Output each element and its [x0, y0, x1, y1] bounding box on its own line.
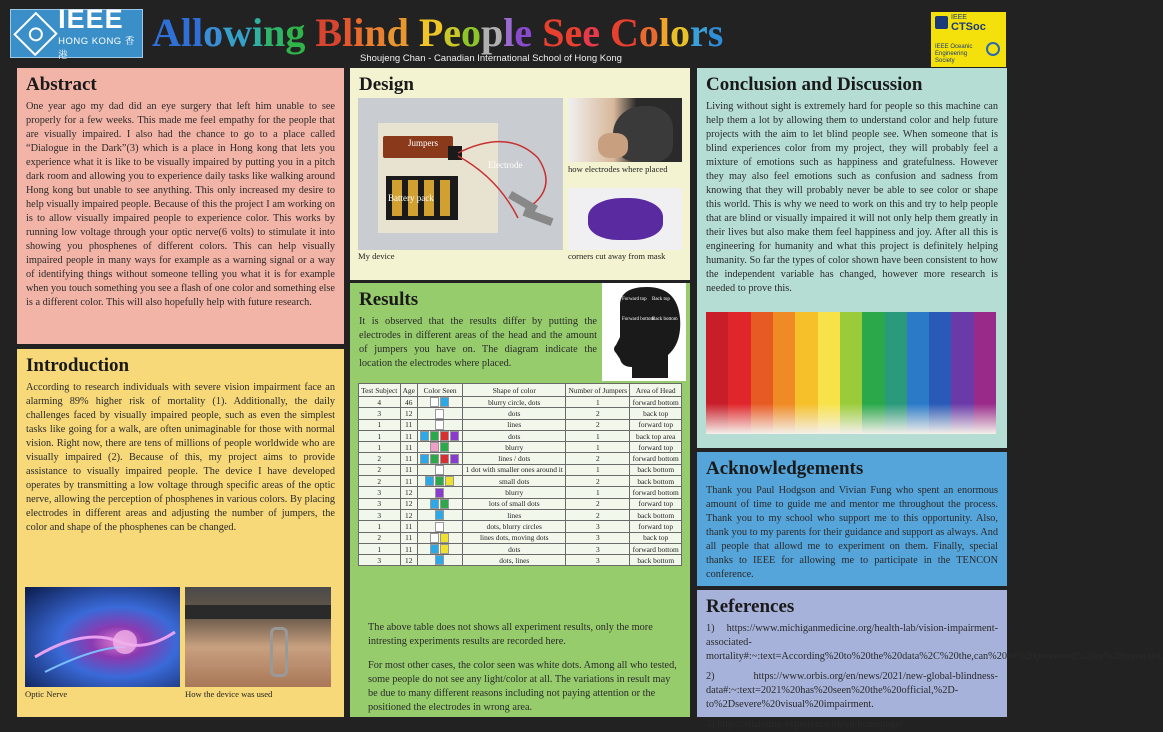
table-row [359, 464, 682, 475]
electrode-label: Electrode [488, 160, 523, 170]
column-header: Area of Head [630, 384, 682, 397]
color-swatch [435, 510, 444, 520]
results-note-2: For most other cases, the color seen was white dots. Among all who tested, some people do not see any light/color at all. The variations in result may be due to many different reasons including not paying attention or the positioned the electrodes in wrong area. [368, 660, 677, 713]
table-cell: 12 [400, 487, 417, 498]
table-cell: 12 [400, 555, 417, 566]
table-cell: forward bottom [630, 487, 682, 498]
table-cell: back top [630, 532, 682, 543]
paint-stripe [885, 312, 907, 434]
title-letter [532, 10, 542, 55]
title-letter: n [263, 10, 286, 55]
electrode-placement-caption: how electrodes where placed [568, 164, 668, 174]
title-letter: C [609, 10, 639, 55]
table-cell: 3 [359, 509, 401, 520]
reference-item[interactable]: 3) https://dialogue-experience.hk/en/homepage/ [706, 719, 903, 730]
table-cell: 12 [400, 509, 417, 520]
table-cell: 2 [359, 476, 401, 487]
title-letter [409, 10, 419, 55]
device-usage-caption: How the device was used [185, 689, 273, 699]
wires-graphic [358, 98, 563, 250]
table-cell: 1 [359, 419, 401, 430]
mask-caption: corners cut away from mask [568, 251, 666, 261]
device-photo [358, 98, 563, 250]
conclusion-body: Living without sight is extremely hard for people so this machine can help them a lot by allowing them to understand color and help future projects with the aim to let blind people see. When someone that is blind experiences color from my project, they will probably feel a mixture of emotions such as happiness and gratefulness. However they may also feel emotions such as confusion and sadness from knowing that they will probably never be able to see color or shape this world. This is why we need to work on this and try to help people that are blind or visually impaired it will not only help them greatly in their lives but also make them feel happiness and joy. After all this is engineering for humanity and what this project is definitely helping humanity. So far the types of color shown have been consistent to how the independent variable has changed, however more research is needed to prove this. [706, 101, 998, 294]
paint-stripe [706, 312, 728, 434]
table-cell: 3 [566, 521, 630, 532]
head-label-forward-bottom: Forward bottom [622, 317, 655, 322]
paint-stripe [907, 312, 929, 434]
color-seen-cell [417, 419, 462, 430]
table-cell: 4 [359, 397, 401, 408]
paint-stripe [795, 312, 817, 434]
ctsoc-logo [931, 12, 1006, 67]
color-seen-cell [417, 487, 462, 498]
table-cell: 12 [400, 498, 417, 509]
paint-stripe [929, 312, 951, 434]
device-usage-photo [185, 587, 331, 687]
color-swatch [430, 454, 439, 464]
table-row [359, 532, 682, 543]
color-swatch [430, 397, 439, 407]
table-row [359, 453, 682, 464]
color-seen-cell [417, 476, 462, 487]
color-swatch [430, 533, 439, 543]
color-seen-cell [417, 430, 462, 441]
paint-stripe [751, 312, 773, 434]
table-cell: 1 [359, 430, 401, 441]
table-cell: 11 [400, 453, 417, 464]
color-swatch [435, 420, 444, 430]
ieee-diamond-icon [13, 11, 58, 56]
paint-stripe [862, 312, 884, 434]
table-cell: back bottom [630, 476, 682, 487]
table-cell: back top area [630, 430, 682, 441]
electrode-placement-photo [568, 98, 682, 162]
results-heading: Results [359, 289, 419, 310]
table-cell: back top [630, 408, 682, 419]
color-swatch [430, 442, 439, 452]
color-seen-cell [417, 521, 462, 532]
column-header: Shape of color [463, 384, 566, 397]
references-heading: References [706, 596, 795, 617]
table-cell: dots [463, 430, 566, 441]
paint-stripe [773, 312, 795, 434]
table-row [359, 397, 682, 408]
table-cell: small dots [463, 476, 566, 487]
table-cell: lots of small dots [463, 498, 566, 509]
color-swatch [440, 533, 449, 543]
table-row [359, 408, 682, 419]
color-swatch [435, 522, 444, 532]
design-heading: Design [359, 74, 414, 95]
table-cell: forward bottom [630, 397, 682, 408]
column-header: Number of Jumpers [566, 384, 630, 397]
poster-title [152, 10, 852, 56]
title-letter: l [192, 10, 204, 55]
column-header: Test Subject [359, 384, 401, 397]
color-swatch [450, 431, 459, 441]
title-letter: l [342, 10, 354, 55]
table-cell: dots [463, 543, 566, 554]
table-row [359, 509, 682, 520]
table-cell: 3 [359, 408, 401, 419]
title-letter: l [180, 10, 193, 55]
table-cell: forward top [630, 521, 682, 532]
color-swatch [425, 476, 434, 486]
results-table-header [359, 384, 682, 397]
ieee-logo-subtext: HONG KONG 香港 [58, 36, 135, 61]
table-cell: forward top [630, 498, 682, 509]
table-cell: dots [463, 408, 566, 419]
color-swatch [445, 476, 454, 486]
color-seen-cell [417, 397, 462, 408]
table-cell: 1 [359, 521, 401, 532]
title-letter: l [503, 10, 515, 55]
table-cell: back bottom [630, 464, 682, 475]
table-cell: back bottom [630, 555, 682, 566]
table-cell: 1 dot with smaller ones around it [463, 464, 566, 475]
color-swatch [435, 488, 444, 498]
acknowledgements-heading: Acknowledgements [706, 458, 864, 479]
table-cell: 11 [400, 532, 417, 543]
color-swatch [435, 409, 444, 419]
table-cell: 1 [566, 442, 630, 453]
title-letter: l [658, 10, 670, 55]
title-letter: w [223, 10, 253, 55]
color-swatch [420, 454, 429, 464]
color-swatch [430, 431, 439, 441]
table-cell: 3 [359, 487, 401, 498]
title-letter: p [481, 10, 504, 55]
table-cell: 11 [400, 442, 417, 453]
color-seen-cell [417, 543, 462, 554]
conclusion-panel [697, 68, 1007, 448]
color-swatch [440, 499, 449, 509]
title-letter [600, 10, 610, 55]
table-row [359, 543, 682, 554]
table-cell: lines [463, 509, 566, 520]
head-label-back-top: Back top [652, 297, 670, 302]
title-letter: o [669, 10, 690, 55]
title-letter: s [707, 10, 724, 55]
title-letter: S [542, 10, 565, 55]
color-seen-cell [417, 532, 462, 543]
table-cell: 2 [566, 509, 630, 520]
title-letter: g [285, 10, 306, 55]
color-seen-cell [417, 464, 462, 475]
table-cell: 3 [359, 498, 401, 509]
rainbow-paint-image [706, 312, 996, 434]
table-cell: dots, lines [463, 555, 566, 566]
column-header: Age [400, 384, 417, 397]
table-cell: 1 [566, 464, 630, 475]
acknowledgements-body: Thank you Paul Hodgson and Vivian Fung who spent an enormous amount of time to guide me and mentor me throughout the process. Thank you to my school who support me to this opportunity. Also, thank you to my parents for their guidance and support as always. And all people that allowd me to experiment on them. Finally, special thanks to IEEE for allowing me to participate in the TENCON conference. [706, 485, 998, 580]
table-cell: blurry [463, 487, 566, 498]
table-cell: 2 [359, 453, 401, 464]
color-swatch [450, 454, 459, 464]
table-row [359, 419, 682, 430]
title-letter: o [203, 10, 224, 55]
table-cell: 2 [566, 419, 630, 430]
introduction-panel [17, 349, 344, 717]
table-row [359, 487, 682, 498]
color-seen-cell [417, 442, 462, 453]
paint-stripe [974, 312, 996, 434]
color-seen-cell [417, 555, 462, 566]
title-letter: n [364, 10, 387, 55]
poster-subtitle: Shoujeng Chan - Canadian International School of Hong Kong [360, 53, 622, 64]
paint-stripe [818, 312, 840, 434]
optic-nerve-image [25, 587, 180, 687]
ctsoc-logo-ieee: IEEE [951, 14, 967, 21]
table-cell: forward bottom [630, 543, 682, 554]
color-seen-cell [417, 498, 462, 509]
title-letter: e [582, 10, 600, 55]
table-row [359, 498, 682, 509]
abstract-panel [17, 68, 344, 344]
color-swatch [440, 397, 449, 407]
table-cell: 1 [359, 442, 401, 453]
table-cell: lines dots, moving dots [463, 532, 566, 543]
oes-logo-text: IEEE Oceanic Engineering Society [935, 44, 973, 64]
paint-stripe [728, 312, 750, 434]
table-cell: 2 [566, 453, 630, 464]
table-cell: forward bottom [630, 453, 682, 464]
color-seen-cell [417, 509, 462, 520]
table-cell: dots, blurry circles [463, 521, 566, 532]
table-cell: 11 [400, 521, 417, 532]
color-seen-cell [417, 408, 462, 419]
acknowledgements-panel [697, 452, 1007, 586]
head-label-back-bottom: Back bottom [652, 317, 678, 322]
table-cell: 11 [400, 419, 417, 430]
references-panel [697, 590, 1163, 730]
table-row [359, 521, 682, 532]
color-swatch [420, 431, 429, 441]
table-cell: lines [463, 419, 566, 430]
title-letter [305, 10, 315, 55]
oes-emblem-icon [986, 42, 1000, 56]
table-cell: 1 [359, 543, 401, 554]
color-swatch [440, 442, 449, 452]
title-letter: e [564, 10, 583, 55]
nerve-graphic [25, 587, 180, 687]
design-panel [350, 68, 690, 280]
table-cell: 1 [566, 397, 630, 408]
results-panel [350, 283, 690, 717]
color-swatch [440, 544, 449, 554]
title-letter: o [461, 10, 482, 55]
color-swatch [435, 465, 444, 475]
introduction-body: According to research individuals with severe vision impairment face an alarming 89% higher risk of mortality (1). Additionally, the daily challenges faced by visually impaired people, such as even the simplest tasks like going for a walk, are often unimaginable for those with normal vision. Right now, there are tens of millions of people worldwide who are visually impaired (2). Because of this, my project aims to provide assistance to visually impaired people. The device I have developed operates by transmitting a low voltage through specific areas of the optic nerve, allowing the perception of phosphenes in various colors. By placing electrodes in different areas and adjusting the number of jumpers, the color and shape of the phosphenes can be changed. [26, 382, 335, 533]
table-cell: 11 [400, 543, 417, 554]
table-row [359, 476, 682, 487]
color-seen-cell [417, 453, 462, 464]
abstract-heading: Abstract [26, 74, 97, 95]
color-swatch [440, 454, 449, 464]
results-note-1: The above table does not shows all experiment results, only the more intresting experiments results are recorded here. [368, 622, 653, 647]
table-cell: 2 [566, 476, 630, 487]
color-swatch [430, 544, 439, 554]
table-cell: 3 [359, 555, 401, 566]
title-letter: d [386, 10, 409, 55]
introduction-heading: Introduction [26, 355, 130, 376]
head-label-forward-top: Forward top [622, 297, 647, 302]
color-swatch [435, 555, 444, 565]
table-cell: 2 [359, 532, 401, 543]
mask-photo [568, 188, 682, 250]
table-cell: 12 [400, 408, 417, 419]
table-cell: 2 [359, 464, 401, 475]
column-header: Color Seen [417, 384, 462, 397]
table-cell: 46 [400, 397, 417, 408]
table-cell: forward top [630, 419, 682, 430]
table-cell: 3 [566, 555, 630, 566]
title-letter: A [152, 10, 181, 55]
ctsoc-emblem-icon [935, 16, 948, 29]
title-letter: r [689, 10, 708, 55]
table-cell: blurry circle, dots [463, 397, 566, 408]
table-cell: back bottom [630, 509, 682, 520]
table-row [359, 442, 682, 453]
reference-item[interactable]: 2) https://www.orbis.org/en/news/2021/new-global-blindness-data#:~:text=2021%20has%20seen%20the%20official,%2D-to%2Dsevere%20visual%20impairment. [706, 671, 998, 710]
table-cell: 2 [566, 498, 630, 509]
optic-nerve-caption: Optic Nerve [25, 689, 68, 699]
table-row [359, 555, 682, 566]
table-cell: 11 [400, 464, 417, 475]
results-intro: It is observed that the results differ by putting the electrodes in different areas of the head and the amount of jumpers you have on. The diagram indicate the location the electrodes where placed. [359, 316, 597, 369]
device-caption: My device [358, 251, 395, 261]
title-letter: e [443, 10, 462, 55]
table-cell: 1 [566, 430, 630, 441]
title-letter: e [514, 10, 533, 55]
table-cell: 11 [400, 476, 417, 487]
ieee-hong-kong-logo [10, 4, 143, 61]
color-swatch [440, 431, 449, 441]
table-cell: 2 [566, 408, 630, 419]
results-table [358, 383, 682, 566]
jumpers-label: Jumpers [408, 138, 438, 148]
head-diagram [602, 283, 686, 381]
table-cell: 3 [566, 532, 630, 543]
table-row [359, 430, 682, 441]
table-cell: lines / dots [463, 453, 566, 464]
table-cell: 3 [566, 543, 630, 554]
table-cell: 11 [400, 430, 417, 441]
ctsoc-logo-text: CTSoc [951, 21, 986, 33]
title-letter: o [638, 10, 659, 55]
title-letter: P [418, 10, 444, 55]
reference-item[interactable]: 1) https://www.michiganmedicine.org/health-lab/vision-impairment-associated-mortality#:~:text=According%20to%20the%20data%2C%20the,can%20be%20prevented%20or%20corrected. [706, 623, 1163, 662]
title-letter: i [252, 10, 264, 55]
table-cell: forward top [630, 442, 682, 453]
abstract-body: One year ago my dad did an eye surgery that left him unable to see properly for a few weeks. This made me feel empathy for the people that are visually impaired. I also had the chance to go to a place called “Dialogue in the Dark”(3) which is a place in Hong kong that lets you experience what it is like to be visually impaired by putting you in a pitch dark room and allowing you to experience daily tasks like walking around Hong kong but unable to see anything. This only increased my desire to help visually impaired people. Because of this the project I am working on is to allow visually impaired people to experience color. This works by running low voltage through your optic nerve(6 volts) to stimulate it into showing you phosphenes of different colors. This can help visually impaired people in many ways for example as a warning signal or a way of identifying things without someone telling you what it is for example when you touch something you see a flash of one color and something else is a different color. This will also hopefully help with future research. [26, 101, 335, 308]
table-cell: 1 [566, 487, 630, 498]
conclusion-heading: Conclusion and Discussion [706, 74, 923, 95]
title-letter: i [353, 10, 365, 55]
title-letter: B [315, 10, 343, 55]
color-swatch [430, 499, 439, 509]
table-cell: blurry [463, 442, 566, 453]
battery-pack-label: Battery pack [388, 193, 434, 203]
paint-stripe [840, 312, 862, 434]
color-swatch [435, 476, 444, 486]
paint-stripe [951, 312, 973, 434]
ieee-logo-text: IEEE [58, 4, 124, 34]
